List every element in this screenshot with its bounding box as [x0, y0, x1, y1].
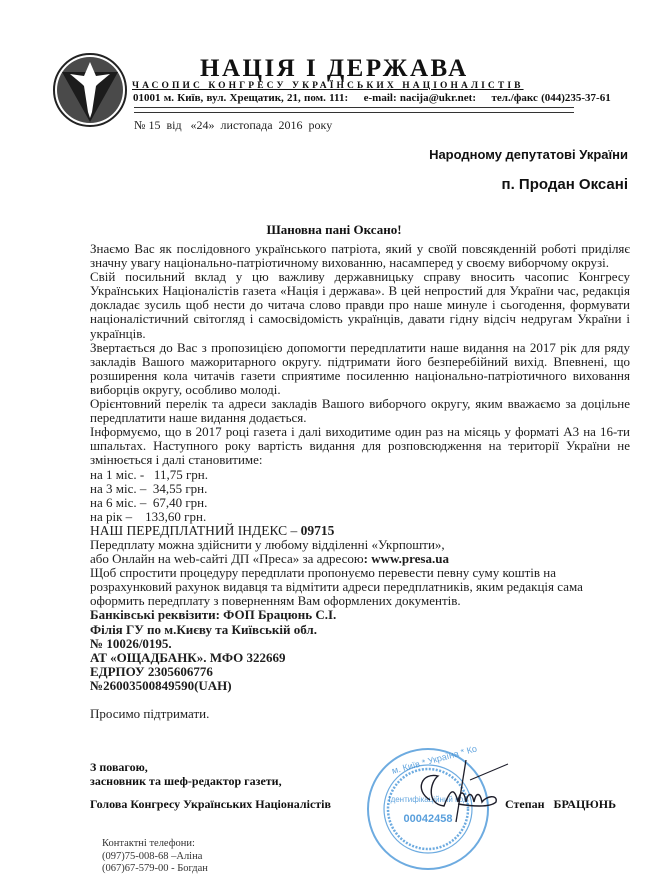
svg-text:Ідентифікаційний код: Ідентифікаційний код [388, 795, 468, 804]
contact-phone: (097)75-008-68 –Аліна [102, 850, 203, 862]
contact-phone: (067)67-579-00 - Богдан [102, 863, 208, 874]
subscription-index: НАШ ПЕРЕДПЛАТНИЙ ІНДЕКС – 09715 [90, 522, 335, 538]
price-row: на 6 міс. – 67,40 грн. [90, 494, 208, 510]
phone-fax: тел./факс (044)235-37-61 [491, 92, 611, 104]
letterhead-divider [134, 107, 574, 113]
price-row: на 1 міс. - 11,75 грн. [90, 466, 208, 482]
recipient-position: Народному депутатові України [429, 147, 628, 162]
letter-body [90, 242, 630, 721]
bank-details: Банківські реквізити: ФОП Брацюнь С.І. Філія ГУ по м.Києву та Київській обл. № 10026/0195. АТ «ОЩАДБАНК». МФО 322669 ЕДРПОУ 2305606776 №26003500849590(UAH) [90, 607, 337, 693]
subscribe-info: Передплату можна здійснити у любому відділенні «Укрпошти», [90, 536, 445, 552]
closing-regards: З повагою, засновник та шеф-редактор газети, [90, 760, 282, 788]
svg-text:м. Київ * Україна * Ко: м. Київ * Україна * Ко [390, 744, 478, 776]
recipient-name: п. Продан Оксані [501, 176, 628, 193]
subscribe-online: або Онлайн на web-сайті ДП «Преса» за адресою: www.presa.ua [90, 551, 449, 567]
paragraph: Орієнтовний перелік та адреси закладів Вашого виборчого округу, яким вважаємо за доцільне передплатити наше видання додається. [90, 396, 630, 426]
paragraph: Звертається до Вас з пропозицією допомогти передплатити наше видання на 2017 рік для ряду закладів Вашого мажоритарного округу. підтримати його безперебійний вихід. Впевнені, що розширення кола читачів газети сприятиме посиленню національно-патріотичного виховання виборців округу, особливо молоді. [90, 339, 630, 397]
address: 01001 м. Київ, вул. Хрещатик, 21, пом. 111: [133, 92, 349, 104]
newspaper-subtitle: ЧАСОПИС КОНГРЕСУ УКРАЇНСЬКИХ НАЦІОНАЛІСТІВ [132, 81, 524, 91]
price-list [90, 468, 630, 524]
paragraph: Інформуємо, що в 2017 році газета і далі виходитиме один раз на місяць у форматі А3 на 16-ти шпальтах. Наступного року вартість видання для розповсюдження на території України не змінюється і далі становитиме: [90, 424, 630, 468]
contact-phones [102, 838, 208, 876]
salutation: Шановна пані Оксано! [266, 222, 402, 237]
email: e-mail: nacija@ukr.net: [363, 92, 476, 104]
paragraph: Знаємо Вас як послідовного українського патріота, який у своїй повсякденній роботі приділяє значну увагу національно-патріотичному вихованню, насамперед у своєму виборчому окрузі. [90, 241, 630, 271]
price-row: на рік – 133,60 грн. [90, 508, 207, 524]
svg-text:00042458: 00042458 [403, 813, 453, 825]
price-row: на 3 міс. – 34,55 грн. [90, 480, 208, 496]
handwritten-signature-icon [400, 760, 510, 830]
signatory-title: Голова Конгресу Українських Націоналістів [90, 797, 331, 811]
contacts-label: Контактні телефони: [102, 838, 195, 849]
transfer-info: Щоб спростити процедуру передплати пропонуємо перевести певну суму коштів на розрахунковий рахунок видавця та відмітити адреси передплатників, яким редакція сама оформить передплату з поверненням Вам оформлених документів. [90, 565, 583, 609]
letterhead-contacts [133, 92, 611, 104]
newspaper-title: НАЦІЯ І ДЕРЖАВА [200, 55, 469, 82]
paragraph: Свій посильний вклад у цю важливу державницьку справу вносить часопис Конгресу Українських Націоналістів газета «Нація і держава». В цей непростий для України час, редакція докладає зусиль щоб нести до читача слово правди про наше минуле і сьогодення, формувати націоналістичний світогляд і самосвідомість українців, давати гідну відсіч недругам України і українців. [90, 269, 630, 341]
cross-emblem-icon [52, 52, 128, 128]
closing-request: Просимо підтримати. [90, 706, 210, 721]
signatory-name: Степан БРАЦЮНЬ [505, 797, 617, 811]
presa-link[interactable]: : www.presa.ua [363, 551, 449, 567]
outgoing-reference: № 15 від «24» листопада 2016 року [134, 118, 333, 132]
